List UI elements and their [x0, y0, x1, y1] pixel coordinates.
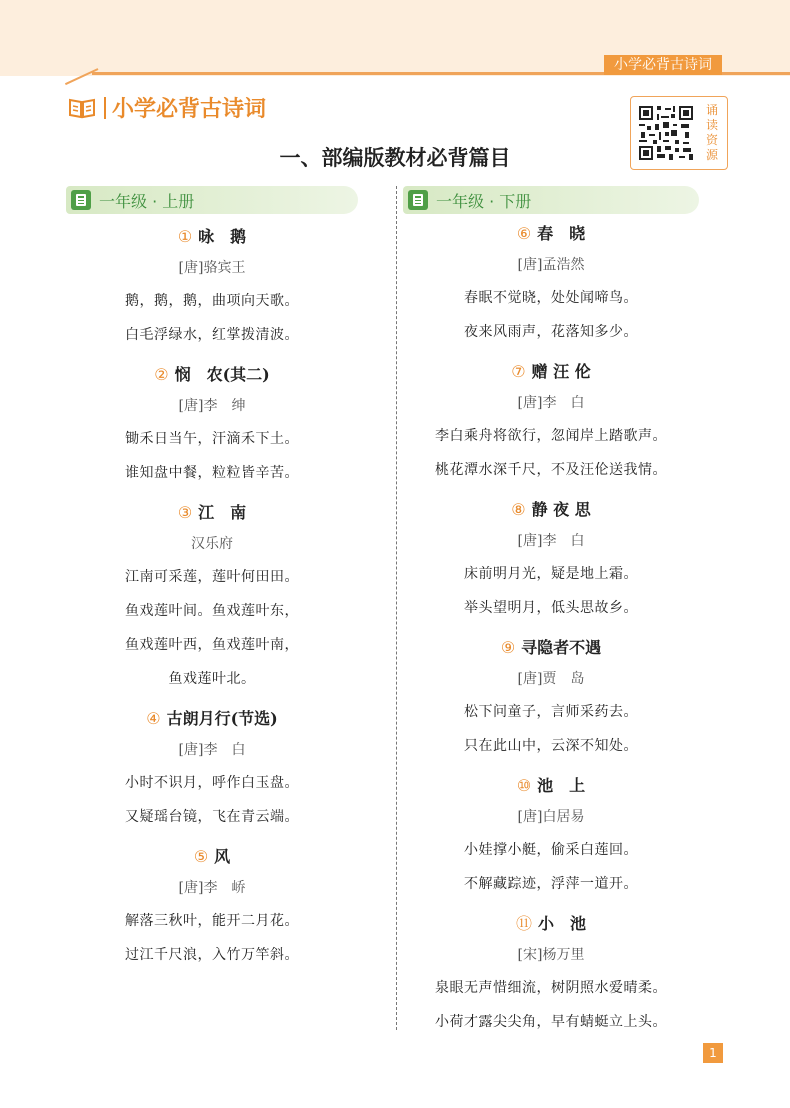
poem-line: 谁知盘中餐，粒粒皆辛苦。: [125, 465, 299, 481]
brand-separator: [104, 97, 106, 119]
poem-title: 寻隐者不遇: [521, 638, 602, 657]
poem: [403, 909, 699, 1039]
poem: [403, 357, 699, 487]
poem-title-row: [66, 360, 358, 390]
poem-title-row: [66, 222, 358, 252]
poem: [66, 360, 358, 490]
qr-label: 诵读资源: [705, 103, 718, 162]
poem-number: ⑤: [193, 847, 209, 866]
poem-line: 夜来风雨声，花落知多少。: [464, 324, 638, 340]
poem-line: 小娃撑小艇，偷采白莲回。: [464, 842, 638, 858]
poem-title-row: [403, 909, 699, 939]
poem-title-row: [66, 498, 358, 528]
poem-line: 解落三秋叶，能开二月花。: [125, 913, 299, 929]
poem-line: 举头望明月，低头思故乡。: [464, 600, 638, 616]
grade-label: 一年级 · 上册: [99, 191, 195, 211]
poem-line: 松下问童子，言师采药去。: [464, 704, 638, 720]
poem-author: [唐]孟浩然: [517, 257, 585, 273]
header-tab: 小学必背古诗词: [604, 55, 722, 75]
poem-author: [宋]杨万里: [517, 947, 585, 963]
poem-author: [唐]李 白: [517, 395, 585, 411]
poem-author: [唐]李 峤: [178, 880, 246, 896]
grade-label: 一年级 · 下册: [436, 191, 532, 211]
poem-line: 只在此山中，云深不知处。: [464, 738, 638, 754]
poem-title: 悯 农(其二): [174, 365, 270, 384]
poem-title: 风: [214, 847, 231, 866]
poem-number: ⑦: [511, 362, 526, 381]
poem-line: 春眠不觉晓，处处闻啼鸟。: [464, 290, 638, 306]
page-number: 1: [703, 1043, 723, 1063]
poem-line: 又疑瑶台镜，飞在青云端。: [125, 809, 299, 825]
grade-header-left: [66, 186, 358, 214]
poem-author: [唐]李 绅: [178, 398, 246, 414]
poem: [66, 842, 358, 972]
textbook-icon: [408, 190, 428, 210]
poem-line: 小时不识月，呼作白玉盘。: [125, 775, 299, 791]
poem: [403, 219, 699, 349]
poem-author: [唐]骆宾王: [178, 260, 246, 276]
poem-title: 小 池: [538, 914, 587, 933]
poem-title-row: [66, 704, 358, 734]
poem-author: [唐]李 白: [517, 533, 585, 549]
poem-author: [唐]白居易: [517, 809, 585, 825]
grade-header-right: [403, 186, 699, 214]
right-column: [403, 186, 699, 1039]
poem-number: ⑪: [515, 914, 532, 933]
poem-title: 赠 汪 伦: [531, 362, 591, 381]
poem-title: 江 南: [198, 503, 247, 522]
poem-number: ③: [177, 503, 193, 522]
poem-number: ⑧: [511, 500, 526, 519]
poem-author: [唐]李 白: [178, 742, 246, 758]
textbook-icon: [71, 190, 91, 210]
poem-line: 泉眼无声惜细流，树阴照水爱晴柔。: [435, 980, 667, 996]
poem-title-row: [66, 842, 358, 872]
poem-author: 汉乐府: [191, 536, 233, 552]
column-divider: [396, 186, 397, 1030]
poem-number: ⑥: [516, 224, 532, 243]
poem-line: 锄禾日当午，汗滴禾下土。: [125, 431, 299, 447]
poem-title: 咏 鹅: [198, 227, 247, 246]
poem-number: ④: [146, 709, 161, 728]
poem: [403, 633, 699, 763]
poem-title: 春 晓: [537, 224, 586, 243]
poem: [66, 222, 358, 352]
poem-title-row: [403, 633, 699, 663]
poem-author: [唐]贾 岛: [517, 671, 585, 687]
brand-title: 小学必背古诗词: [112, 96, 267, 122]
poem-line: 鱼戏莲叶间。鱼戏莲叶东，: [125, 603, 299, 619]
poem-line: 鱼戏莲叶西，鱼戏莲叶南，: [125, 637, 299, 653]
poem-number: ①: [177, 227, 193, 246]
poem-number: ②: [154, 365, 169, 384]
poem-number: ⑨: [500, 638, 516, 657]
left-column: [66, 186, 358, 972]
poem-title: 池 上: [537, 776, 586, 795]
poem: [403, 495, 699, 625]
poem-line: 鹅，鹅，鹅，曲项向天歌。: [125, 293, 299, 309]
poem-line: 桃花潭水深千尺，不及汪伦送我情。: [435, 462, 667, 478]
poem-title-row: [403, 771, 699, 801]
book-icon: [68, 97, 96, 119]
poem: [66, 498, 358, 696]
poem-line: 床前明月光，疑是地上霜。: [464, 566, 638, 582]
section-title: 一、部编版教材必背篇目: [279, 145, 511, 170]
poem-line: 李白乘舟将欲行，忽闻岸上踏歌声。: [435, 428, 667, 444]
poem-number: ⑩: [516, 776, 532, 795]
poem: [66, 704, 358, 834]
poem-title: 古朗月行(节选): [166, 709, 278, 728]
poem-line: 鱼戏莲叶北。: [168, 671, 256, 687]
poem-title-row: [403, 495, 699, 525]
poem-line: 不解藏踪迹，浮萍一道开。: [464, 876, 638, 892]
poem-line: 白毛浮绿水，红掌拨清波。: [125, 327, 299, 343]
poem-title-row: [403, 357, 699, 387]
poem-title: 静 夜 思: [531, 500, 591, 519]
poem-title-row: [403, 219, 699, 249]
poem-line: 过江千尺浪，入竹万竿斜。: [125, 947, 299, 963]
poem: [403, 771, 699, 901]
brand-title-block: [68, 92, 266, 123]
poem-line: 江南可采莲，莲叶何田田。: [125, 569, 299, 585]
poem-line: 小荷才露尖尖角，早有蜻蜓立上头。: [435, 1014, 667, 1030]
